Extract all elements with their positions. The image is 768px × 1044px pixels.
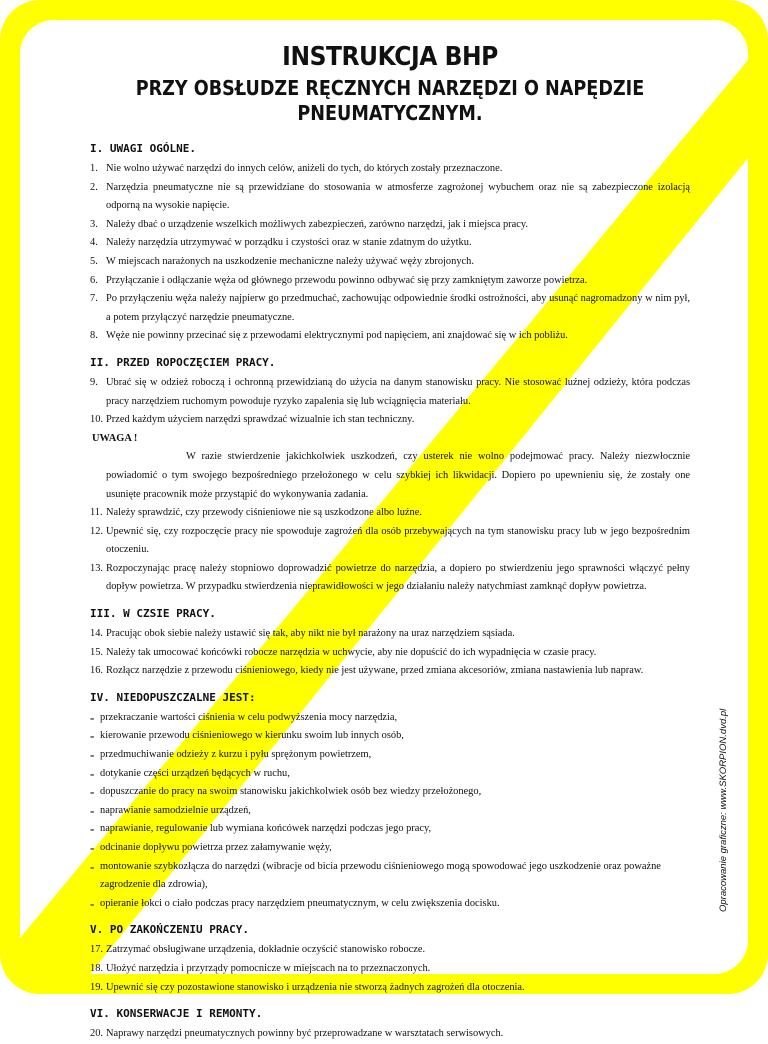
item-text: Upewnić się, czy rozpoczęcie pracy nie spowoduje zagrożeń dla osób przebywających na tym stanowisku pracy lub w jego bezpośrednim otoczeniu. — [106, 525, 690, 556]
dash-bullet: - — [90, 728, 95, 744]
item-text: Narzędzia pneumatyczne nie są przewidziane do stosowania w atmosferze zagrożonej wybuchem oraz nie są zabezpieczone izolacją odporną na wysokie napięcie. — [106, 181, 690, 212]
item-text: Węże nie powinny przecinać się z przewodami elektrycznymi pod napięciem, ani znajdować się w ich pobliżu. — [106, 330, 568, 342]
list-item — [90, 746, 690, 765]
section-3-list — [90, 625, 690, 681]
item-number: 12. — [90, 525, 103, 537]
item-text: kierowanie przewodu ciśnieniowego w kierunku swoim lub innych osób, — [100, 730, 404, 742]
item-text: dotykanie części urządzeń będących w ruchu, — [100, 767, 290, 779]
item-number: 6. — [90, 274, 98, 286]
item-text: Należy narzędzia utrzymywać w porządku i czystości oraz w stanie zdatnym do użytku. — [106, 237, 472, 249]
item-number: 15. — [90, 646, 103, 658]
item-number: 2. — [90, 181, 98, 193]
section-heading-1: I. UWAGI OGÓLNE. — [90, 142, 196, 155]
item-number: 3. — [90, 218, 98, 230]
list-item — [90, 523, 690, 560]
document-title: INSTRUKCJA BHP — [282, 42, 498, 72]
dash-bullet: - — [90, 840, 95, 855]
item-number: 16. — [90, 665, 103, 677]
item-number: 20. — [90, 1028, 103, 1040]
list-item — [90, 727, 690, 746]
list-item — [90, 709, 690, 728]
item-number: 13. — [90, 562, 103, 574]
list-item — [90, 783, 690, 802]
list-item — [90, 895, 690, 914]
item-text: Nie wolno używać narzędzi do innych celów, aniżeli do tych, do których zostały przeznaczone. — [106, 163, 503, 174]
dash-bullet: - — [90, 895, 95, 911]
item-number: 17. — [90, 944, 103, 956]
item-text: Zatrzymać obsługiwane urządzenia, dokładnie oczyścić stanowisko robocze. — [106, 944, 426, 956]
item-text: Ubrać się w odzież roboczą i ochronną przewidzianą do użycia na danym stanowisku pracy. Nie stosować luźnej odzieży, która podczas pracy narzędziem ruchomym powoduje ryzyko zapalenia się lub wciągnięcia materiału. — [106, 376, 690, 407]
dash-bullet: - — [90, 747, 95, 763]
list-item — [90, 625, 690, 644]
dash-bullet: - — [90, 709, 95, 725]
item-number: 1. — [90, 163, 98, 174]
item-text: Należy dbać o urządzenie wszelkich możliwych zabezpieczeń, zarówno narzędzi, jak i miejsca pracy. — [106, 218, 528, 230]
section-1-list — [90, 160, 690, 346]
section-heading-3: III. W CZSIE PRACY. — [90, 607, 216, 621]
item-text: odcinanie dopływu powietrza przez załamywanie węży, — [100, 842, 332, 853]
item-text: Należy sprawdzić, czy przewody ciśnieniowe nie są uszkodzone albo luźne. — [106, 507, 422, 519]
list-item — [90, 960, 690, 979]
document-subtitle-line-2: PNEUMATYCZNYM. — [297, 101, 483, 125]
section-5-list — [90, 941, 690, 997]
item-text: Należy tak umocować końcówki robocze narzędzia w uchwycie, aby nie dopuścić do ich wypadnięcia w czasie pracy. — [106, 646, 597, 658]
dash-bullet: - — [90, 802, 95, 818]
list-item — [90, 560, 690, 597]
item-text: Przed każdym użyciem narzędzi sprawdzać wizualnie ich stan techniczny. — [106, 414, 415, 426]
list-item — [90, 253, 690, 272]
graphic-credit: Opracowanie graficzne: www.SKORPION.dvd.pl — [718, 708, 729, 912]
list-item — [90, 1025, 690, 1044]
section-heading-6: VI. KONSERWACJE I REMONTY. — [90, 1007, 263, 1021]
item-number: 18. — [90, 962, 103, 974]
list-item — [90, 644, 690, 663]
item-text: W miejscach narażonych na uszkodzenie mechaniczne należy używać węży zbrojonych. — [106, 255, 474, 267]
item-number: 10. — [90, 414, 103, 426]
document-subtitle-line-1: PRZY OBSŁUDZE RĘCZNYCH NARZĘDZI O NAPĘDZIE — [135, 76, 645, 100]
list-item — [90, 941, 690, 960]
item-text: dopuszczanie do pracy na swoim stanowisku jakichkolwiek osób bez wiedzy przełożonego, — [100, 786, 482, 798]
list-item — [90, 858, 690, 895]
item-text: naprawianie, regulowanie lub wymiana końcówek narzędzi podczas jego pracy, — [100, 823, 432, 835]
item-text: Pracując obok siebie należy ustawić się tak, aby nikt nie był narażony na uraz narzędziem sąsiada. — [106, 628, 515, 640]
list-item — [90, 820, 690, 839]
item-text: przedmuchiwanie odzieży z kurzu i pyłu sprężonym powietrzem, — [100, 749, 372, 761]
list-item — [90, 272, 690, 291]
item-number: 5. — [90, 255, 98, 267]
list-item — [90, 327, 690, 346]
item-number: 11. — [90, 507, 103, 519]
list-item — [90, 179, 690, 216]
section-2-list-a — [90, 374, 690, 430]
list-item — [90, 504, 690, 523]
item-text: Ułożyć narzędzia i przyrządy pomocnicze w miejscach na to przeznaczonych. — [106, 962, 431, 974]
item-number: 19. — [90, 981, 103, 993]
item-text: montowanie szybkozłącza do narzędzi (wibracje od bicia przewodu ciśnieniowego mogą spowodować jego uszkodzenie oraz poważne zagrodzenie dla zdrowia), — [100, 860, 661, 891]
section-heading-2: II. PRZED ROPOCZĘCIEM PRACY. — [90, 355, 276, 369]
item-text: Przyłączanie i odłączanie węża od głównego przewodu powinno odbywać się przy zamkniętym zaworze powietrza. — [106, 274, 588, 286]
item-number: 9. — [90, 376, 98, 388]
document-body — [90, 42, 690, 1044]
list-item — [90, 234, 690, 253]
item-number: 4. — [90, 237, 98, 249]
section-heading-5: V. PO ZAKOŃCZENIU PRACY. — [90, 923, 249, 937]
section-6-list — [90, 1025, 690, 1044]
dash-bullet: - — [90, 858, 95, 874]
item-text: przekraczanie wartości ciśnienia w celu podwyższenia mocy narzędzia, — [100, 711, 398, 723]
list-item — [90, 411, 690, 430]
item-text: opieranie łokci o ciało podczas pracy narzędziem pneumatycznym, w celu zwiększenia docisku. — [100, 897, 500, 909]
item-text: Rozłącz narzędzie z przewodu ciśnieniowego, kiedy nie jest używane, przed zmiana akcesoriów, zmiana nastawienia lub napraw. — [106, 665, 644, 677]
list-item — [90, 979, 690, 998]
list-item — [90, 802, 690, 821]
warning-text: W razie stwierdzenie jakichkolwiek uszkodzeń, czy usterek nie wolno podejmować pracy. Należy niezwłocznie powiadomić o tym swojego bezpośredniego przełożonego w celu szybkiej ich likwidacji. Dopiero po upewnieniu się, że zostały one usunięte pracownik może przystąpić do wykonywania zadania. — [106, 451, 690, 500]
item-number: 8. — [90, 330, 98, 342]
warning-title: UWAGA ! — [92, 432, 138, 444]
section-4-list — [90, 709, 690, 914]
list-item — [90, 374, 690, 411]
dash-bullet: - — [90, 765, 95, 781]
list-item — [90, 839, 690, 858]
item-number: 14. — [90, 628, 103, 640]
item-text: naprawianie samodzielnie urządzeń, — [100, 804, 251, 816]
section-heading-4: IV. NIEDOPUSZCZALNE JEST: — [90, 690, 256, 704]
list-item — [90, 765, 690, 784]
list-item — [90, 662, 690, 681]
warning-block — [90, 430, 690, 504]
item-number: 7. — [90, 293, 98, 305]
list-item — [90, 290, 690, 327]
item-text: Rozpoczynając pracę należy stopniowo doprowadzić powietrze do narzędzia, a dopiero po stwierdzeniu jego sprawności włączyć pełny dopływ powietrza. W przypadku stwierdzenia nieprawidłowości w jego działaniu należy natychmiast zamknąć dopływ powietrza. — [106, 562, 690, 593]
list-item — [90, 216, 690, 235]
list-item — [90, 160, 690, 179]
section-2-list-b — [90, 504, 690, 597]
item-text: Po przyłączeniu węża należy najpierw go przedmuchać, zachowując odpowiednie środki ostrożności, aby usunąć nagromadzony w nim pył, a potem przyłączyć narzędzie pneumatyczne. — [106, 293, 690, 323]
item-text: Naprawy narzędzi pneumatycznych powinny być przeprowadzane w warsztatach serwisowych. — [106, 1028, 504, 1040]
dash-bullet: - — [90, 821, 95, 837]
item-text: Upewnić się czy pozostawione stanowisko i urządzenia nie stworzą żadnych zagrożeń dla otoczenia. — [106, 981, 525, 993]
dash-bullet: - — [90, 784, 95, 800]
